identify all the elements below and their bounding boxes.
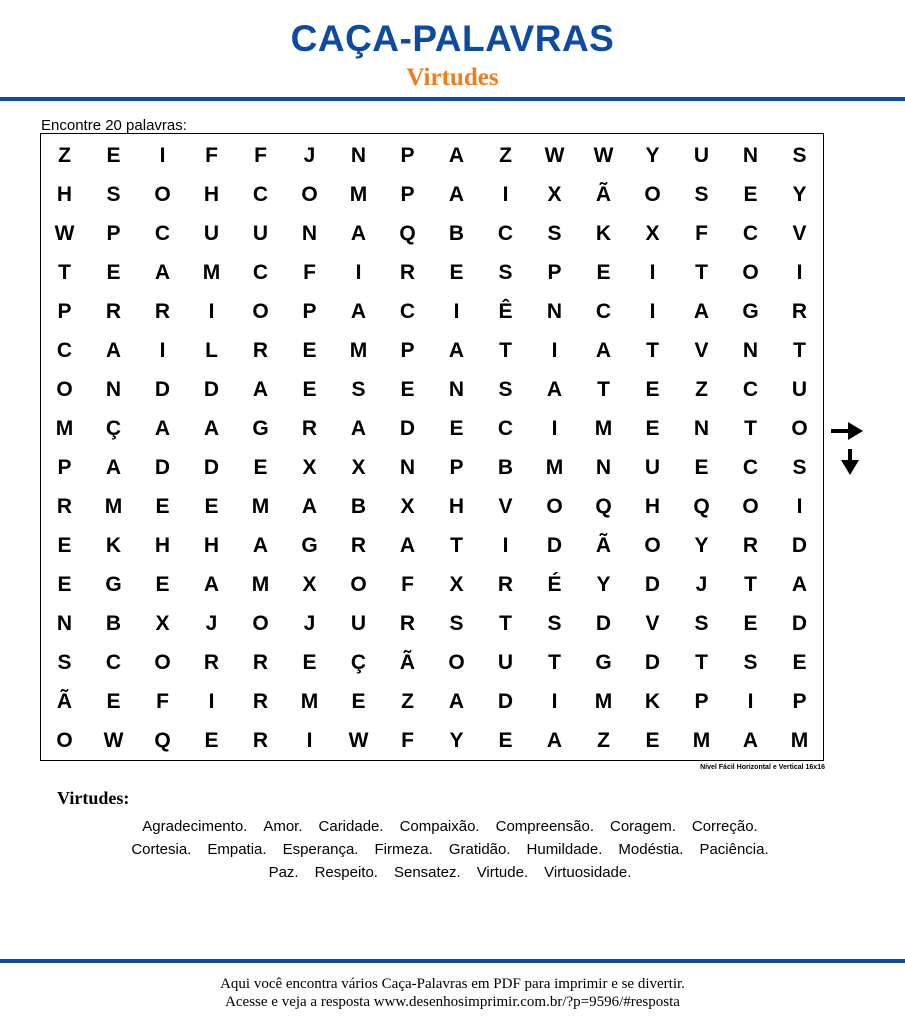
word-item: Modéstia. — [618, 841, 684, 858]
grid-cell: E — [449, 416, 464, 440]
grid-cell: O — [56, 377, 73, 401]
grid-cell: E — [645, 728, 660, 752]
grid-cell: Ã — [56, 689, 73, 713]
grid-cell: Ç — [105, 416, 122, 440]
grid-cell: R — [154, 299, 171, 323]
grid-cell: E — [351, 689, 366, 713]
word-item: Esperança. — [282, 841, 359, 858]
grid-cell: B — [350, 494, 367, 518]
grid-cell: S — [351, 377, 366, 401]
grid-cell: K — [595, 221, 612, 245]
grid-cell: C — [399, 299, 416, 323]
grid-cell: I — [502, 182, 509, 206]
grid-cell: D — [203, 377, 220, 401]
grid-cell: H — [448, 494, 465, 518]
grid-cell: J — [205, 611, 218, 635]
grid-cell: N — [693, 416, 710, 440]
grid-cell: E — [155, 572, 170, 596]
grid-cell: M — [692, 728, 711, 752]
grid-cell: I — [453, 299, 460, 323]
grid-cell: N — [448, 377, 465, 401]
grid-cell: P — [302, 299, 317, 323]
grid-cell: C — [154, 221, 171, 245]
grid-cell: E — [204, 728, 219, 752]
grid-cell: M — [594, 416, 613, 440]
grid-cell: U — [350, 611, 367, 635]
grid-cell: F — [401, 728, 414, 752]
word-item: Virtuosidade. — [544, 864, 632, 881]
grid-cell: E — [302, 650, 317, 674]
grid-cell: A — [301, 494, 318, 518]
word-item: Amor. — [263, 818, 303, 835]
grid-cell: T — [597, 377, 610, 401]
grid-cell: O — [56, 728, 73, 752]
grid-cell: E — [498, 728, 513, 752]
grid-cell: E — [253, 455, 268, 479]
grid-cell: I — [306, 728, 313, 752]
grid-cell: S — [57, 650, 72, 674]
grid-cell: X — [155, 611, 170, 635]
grid-cell: N — [56, 611, 73, 635]
grid-cell: R — [350, 533, 367, 557]
grid-cell: A — [350, 416, 367, 440]
grid-cell: R — [497, 572, 514, 596]
grid-cell: Q — [154, 728, 171, 752]
grid-cell: D — [595, 611, 612, 635]
grid-cell: Y — [449, 728, 464, 752]
grid-cell: V — [792, 221, 807, 245]
grid-cell: O — [301, 182, 318, 206]
grid-cell: Ê — [498, 299, 513, 323]
grid-cell: S — [498, 377, 513, 401]
grid-cell: E — [57, 572, 72, 596]
grid-cell: V — [645, 611, 660, 635]
grid-cell: P — [694, 689, 709, 713]
grid-cell: I — [159, 338, 166, 362]
arrow-right-icon — [830, 421, 864, 441]
grid-cell: S — [498, 260, 513, 284]
grid-cell: G — [105, 572, 122, 596]
grid-cell: E — [449, 260, 464, 284]
grid-cell: M — [300, 689, 319, 713]
word-list-line — [60, 861, 840, 884]
grid-cell: A — [350, 299, 367, 323]
grid-cell: E — [694, 455, 709, 479]
grid-cell: X — [645, 221, 660, 245]
grid-cell: D — [154, 377, 171, 401]
grid-cell: A — [203, 572, 220, 596]
grid-cell: X — [547, 182, 562, 206]
grid-cell: T — [58, 260, 71, 284]
grid-cell: B — [497, 455, 514, 479]
word-item: Gratidão. — [448, 841, 511, 858]
grid-cell: M — [251, 572, 270, 596]
grid-cell: E — [155, 494, 170, 518]
grid-cell: O — [252, 611, 269, 635]
grid-cell: E — [106, 260, 121, 284]
grid-cell: I — [355, 260, 362, 284]
grid-cell: R — [105, 299, 122, 323]
word-item: Virtude. — [476, 864, 529, 881]
word-item: Caridade. — [318, 818, 384, 835]
grid-cell: T — [744, 572, 757, 596]
grid-cell: U — [693, 143, 710, 167]
grid-cell: I — [796, 260, 803, 284]
grid-cell: X — [400, 494, 415, 518]
grid-cell: C — [56, 338, 73, 362]
grid-cell: I — [208, 299, 215, 323]
grid-cell: A — [252, 533, 269, 557]
grid-cell: J — [303, 143, 316, 167]
grid-cell: I — [551, 416, 558, 440]
grid-cell: R — [56, 494, 73, 518]
grid-cell: U — [644, 455, 661, 479]
grid-cell: R — [301, 416, 318, 440]
footer-line-2: Acesse e veja a resposta www.desenhosimprimir.com.br/?p=9596/#resposta — [225, 994, 680, 1010]
grid-cell: G — [301, 533, 318, 557]
grid-cell: A — [350, 221, 367, 245]
grid-cell: J — [303, 611, 316, 635]
word-item: Firmeza. — [374, 841, 433, 858]
grid-cell: A — [399, 533, 416, 557]
word-item: Agradecimento. — [142, 818, 248, 835]
grid-cell: E — [57, 533, 72, 557]
grid-cell: K — [105, 533, 122, 557]
grid-cell: E — [743, 611, 758, 635]
grid-cell: X — [302, 455, 317, 479]
grid-cell: T — [499, 338, 512, 362]
grid-cell: S — [547, 611, 562, 635]
grid-cell: I — [649, 299, 656, 323]
grid-cell: S — [743, 650, 758, 674]
grid-cell: R — [252, 728, 269, 752]
grid-cell: O — [154, 650, 171, 674]
grid-cell: V — [498, 494, 513, 518]
grid-cell: H — [203, 182, 220, 206]
grid-cell: T — [793, 338, 806, 362]
grid-cell: I — [159, 143, 166, 167]
grid-cell: A — [448, 689, 465, 713]
grid-cell: C — [497, 416, 514, 440]
grid-cell: N — [350, 143, 367, 167]
word-item: Humildade. — [526, 841, 603, 858]
grid-cell: A — [546, 377, 563, 401]
grid-cell: D — [399, 416, 416, 440]
page-title: CAÇA-PALAVRAS — [290, 18, 615, 59]
word-item: Respeito. — [314, 864, 378, 881]
grid-cell: D — [644, 650, 661, 674]
grid-cell: M — [251, 494, 270, 518]
grid-cell: T — [499, 611, 512, 635]
word-item: Correção. — [691, 818, 758, 835]
grid-cell: A — [154, 416, 171, 440]
grid-cell: A — [105, 338, 122, 362]
grid-cell: M — [349, 338, 368, 362]
grid-cell: C — [742, 455, 759, 479]
grid-cell: N — [546, 299, 563, 323]
grid-cell: O — [154, 182, 171, 206]
grid-cell: A — [693, 299, 710, 323]
grid-cell: E — [743, 182, 758, 206]
word-list-line — [60, 815, 840, 838]
word-item: Sensatez. — [393, 864, 461, 881]
grid-cell: O — [791, 416, 808, 440]
grid-cell: C — [105, 650, 122, 674]
grid-cell: N — [301, 221, 318, 245]
grid-cell: Ã — [399, 650, 416, 674]
grid-cell: M — [594, 689, 613, 713]
grid-cell: M — [790, 728, 809, 752]
grid-cell: I — [551, 338, 558, 362]
grid-cell: C — [595, 299, 612, 323]
grid-cell: A — [448, 182, 465, 206]
grid-cell: B — [105, 611, 122, 635]
grid-cell: C — [742, 221, 759, 245]
grid-cell: T — [695, 650, 708, 674]
grid-cell: A — [448, 143, 465, 167]
grid-cell: M — [349, 182, 368, 206]
grid-cell: D — [203, 455, 220, 479]
grid-cell: R — [791, 299, 808, 323]
grid-cell: O — [644, 182, 661, 206]
grid-cell: Y — [792, 182, 807, 206]
grid-cell: P — [547, 260, 562, 284]
grid-cell: M — [55, 416, 74, 440]
grid-cell: D — [644, 572, 661, 596]
grid-cell: G — [252, 416, 269, 440]
grid-cell: D — [497, 689, 514, 713]
word-item: Empatia. — [207, 841, 267, 858]
grid-cell: O — [546, 494, 563, 518]
grid-cell: O — [350, 572, 367, 596]
grid-cell: E — [204, 494, 219, 518]
grid-cell: G — [742, 299, 759, 323]
grid-cell: E — [302, 338, 317, 362]
grid-cell: A — [203, 416, 220, 440]
grid-cell: Ã — [595, 182, 612, 206]
grid-cell: F — [695, 221, 708, 245]
grid-cell: A — [448, 338, 465, 362]
grid-cell: W — [544, 143, 565, 167]
grid-cell: T — [548, 650, 561, 674]
grid-cell: D — [791, 533, 808, 557]
grid-cell: Ã — [595, 533, 612, 557]
word-item: Compreensão. — [495, 818, 594, 835]
grid-cell: N — [105, 377, 122, 401]
grid-cell: A — [252, 377, 269, 401]
grid-cell: E — [792, 650, 807, 674]
grid-cell: A — [546, 728, 563, 752]
grid-cell: K — [644, 689, 661, 713]
grid-cell: O — [742, 260, 759, 284]
grid-cell: P — [57, 455, 72, 479]
grid-cell: Z — [695, 377, 708, 401]
grid-cell: Y — [645, 143, 660, 167]
grid-cell: D — [791, 611, 808, 635]
grid-cell: H — [56, 182, 73, 206]
grid-cell: C — [742, 377, 759, 401]
grid-cell: C — [497, 221, 514, 245]
grid-cell: A — [154, 260, 171, 284]
grid-cell: I — [747, 689, 754, 713]
grid-cell: E — [106, 689, 121, 713]
grid-cell: Z — [499, 143, 512, 167]
grid-cell: C — [252, 260, 269, 284]
grid-cell: L — [205, 338, 218, 362]
instructions: Encontre 20 palavras: — [41, 117, 187, 134]
grid-cell: F — [254, 143, 267, 167]
grid-cell: R — [252, 689, 269, 713]
grid-cell: Y — [694, 533, 709, 557]
grid-cell: R — [252, 338, 269, 362]
grid-cell: Q — [693, 494, 710, 518]
word-item: Cortesia. — [131, 841, 192, 858]
grid-cell: T — [695, 260, 708, 284]
grid-cell: Z — [58, 143, 71, 167]
grid-cell: I — [208, 689, 215, 713]
grid-cell: H — [154, 533, 171, 557]
grid-cell: S — [694, 611, 709, 635]
grid-cell: S — [792, 143, 807, 167]
word-item: Coragem. — [610, 818, 676, 835]
grid-cell: A — [595, 338, 612, 362]
grid-cell: I — [551, 689, 558, 713]
grid-cell: W — [348, 728, 369, 752]
grid-cell: D — [546, 533, 563, 557]
grid-cell: E — [596, 260, 611, 284]
grid-cell: R — [252, 650, 269, 674]
grid-cell: F — [303, 260, 316, 284]
grid-cell: P — [400, 143, 415, 167]
grid-cell: W — [54, 221, 75, 245]
grid-cell: U — [791, 377, 808, 401]
page-subtitle: Virtudes — [406, 64, 499, 91]
grid-cell: X — [302, 572, 317, 596]
grid-cell: R — [399, 611, 416, 635]
grid-cell: Q — [399, 221, 416, 245]
grid-cell: U — [497, 650, 514, 674]
grid-cell: D — [154, 455, 171, 479]
top-divider — [0, 97, 905, 101]
grid-cell: É — [547, 572, 562, 596]
bottom-divider — [0, 959, 905, 963]
grid-cell: U — [203, 221, 220, 245]
word-item: Paciência. — [699, 841, 769, 858]
grid-cell: W — [103, 728, 124, 752]
letter-grid — [40, 136, 824, 760]
grid-cell: F — [156, 689, 169, 713]
grid-cell: H — [644, 494, 661, 518]
grid-cell: R — [742, 533, 759, 557]
grid-cell: U — [252, 221, 269, 245]
grid-cell: P — [400, 338, 415, 362]
grid-cell: S — [106, 182, 121, 206]
grid-cell: B — [448, 221, 465, 245]
grid-cell: E — [645, 377, 660, 401]
word-item: Compaixão. — [399, 818, 480, 835]
grid-cell: A — [742, 728, 759, 752]
word-list-heading: Virtudes: — [57, 788, 130, 808]
grid-cell: T — [450, 533, 463, 557]
grid-cell: O — [252, 299, 269, 323]
arrow-down-icon — [840, 448, 860, 476]
grid-cell: O — [644, 533, 661, 557]
grid-cell: I — [649, 260, 656, 284]
grid-cell: Z — [401, 689, 414, 713]
grid-cell: S — [694, 182, 709, 206]
grid-cell: Q — [595, 494, 612, 518]
grid-cell: Ç — [350, 650, 367, 674]
grid-cell: X — [351, 455, 366, 479]
word-item: Paz. — [268, 864, 299, 881]
grid-cell: R — [399, 260, 416, 284]
grid-cell: C — [252, 182, 269, 206]
grid-cell: W — [593, 143, 614, 167]
grid-cell: A — [105, 455, 122, 479]
word-list-line — [60, 838, 840, 861]
grid-cell: S — [547, 221, 562, 245]
grid-cell: T — [744, 416, 757, 440]
grid-cell: E — [106, 143, 121, 167]
grid-cell: Y — [596, 572, 611, 596]
grid-cell: A — [791, 572, 808, 596]
grid-cell: H — [203, 533, 220, 557]
grid-cell: E — [400, 377, 415, 401]
grid-cell: M — [104, 494, 123, 518]
grid-cell: S — [449, 611, 464, 635]
grid-cell: F — [205, 143, 218, 167]
grid-cell: O — [742, 494, 759, 518]
grid-cell: P — [400, 182, 415, 206]
grid-cell: O — [448, 650, 465, 674]
grid-cell: R — [203, 650, 220, 674]
grid-cell: M — [202, 260, 221, 284]
grid-cell: F — [401, 572, 414, 596]
grid-cell: E — [302, 377, 317, 401]
grid-cell: V — [694, 338, 709, 362]
grid-cell: G — [595, 650, 612, 674]
grid-cell: N — [742, 143, 759, 167]
grid-cell: X — [449, 572, 464, 596]
grid-cell: I — [796, 494, 803, 518]
word-list — [60, 815, 840, 884]
grid-cell: I — [502, 533, 509, 557]
grid-cell: N — [595, 455, 612, 479]
grid-cell: S — [792, 455, 807, 479]
grid-cell: P — [792, 689, 807, 713]
grid-cell: T — [646, 338, 659, 362]
grid-cell: N — [399, 455, 416, 479]
grid-cell: P — [449, 455, 464, 479]
grid-cell: M — [545, 455, 564, 479]
grid-cell: P — [106, 221, 121, 245]
footer-line-1: Aqui você encontra vários Caça-Palavras em PDF para imprimir e se divertir. — [220, 976, 685, 992]
grid-cell: P — [57, 299, 72, 323]
grid-cell: N — [742, 338, 759, 362]
grid-cell: E — [645, 416, 660, 440]
grid-cell: Z — [597, 728, 610, 752]
grid-cell: J — [695, 572, 708, 596]
level-note: Nível Fácil Horizontal e Vertical 16x16 — [700, 764, 825, 771]
